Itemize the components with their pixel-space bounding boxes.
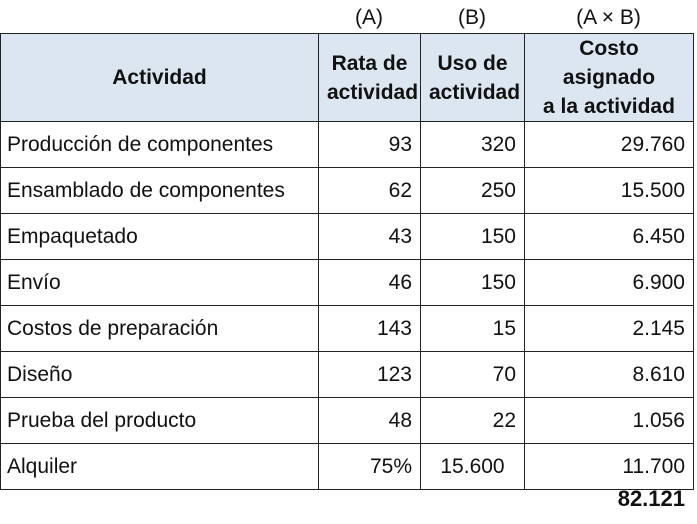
usage-cell: 250: [421, 168, 525, 214]
rate-cell: 93: [319, 122, 421, 168]
usage-cell: 70: [421, 352, 525, 398]
cost-cell: 1.056: [525, 398, 694, 444]
activity-name-cell: Ensamblado de componentes: [1, 168, 319, 214]
rate-cell: 46: [319, 260, 421, 306]
cost-cell: 29.760: [525, 122, 694, 168]
cost-cell: 6.900: [525, 260, 694, 306]
rate-cell: 123: [319, 352, 421, 398]
table-row: [1, 168, 694, 214]
activity-cost-table: [0, 33, 694, 490]
header-activity-usage: Uso de actividad: [421, 34, 525, 122]
usage-cell: 320: [421, 122, 525, 168]
cost-cell: 6.450: [525, 214, 694, 260]
usage-cell: 150: [421, 214, 525, 260]
table-row: [1, 398, 694, 444]
cost-cell: 8.610: [525, 352, 694, 398]
table-header-row: [1, 34, 694, 122]
column-marker-axb: (A × B): [576, 6, 641, 29]
cost-cell: 11.700: [525, 444, 694, 490]
total-cost: 82.121: [617, 486, 685, 511]
column-marker-b: (B): [458, 6, 486, 29]
activity-name-cell: Producción de componentes: [1, 122, 319, 168]
rate-cell: 143: [319, 306, 421, 352]
header-activity-rate: Rata de actividad: [319, 34, 421, 122]
activity-name-cell: Diseño: [1, 352, 319, 398]
activity-name-cell: Prueba del producto: [1, 398, 319, 444]
column-marker-a: (A): [355, 6, 383, 29]
header-activity: Actividad: [1, 34, 319, 122]
usage-cell: 22: [421, 398, 525, 444]
activity-name-cell: Costos de preparación: [1, 306, 319, 352]
rate-cell: 75%: [319, 444, 421, 490]
table-row: [1, 122, 694, 168]
rate-cell: 48: [319, 398, 421, 444]
table-row: [1, 260, 694, 306]
usage-cell: 15.600: [421, 444, 525, 490]
usage-cell: 15: [421, 306, 525, 352]
cost-cell: 15.500: [525, 168, 694, 214]
usage-cell: 150: [421, 260, 525, 306]
rate-cell: 43: [319, 214, 421, 260]
rate-cell: 62: [319, 168, 421, 214]
activity-name-cell: Empaquetado: [1, 214, 319, 260]
table-row: [1, 444, 694, 490]
activity-name-cell: Envío: [1, 260, 319, 306]
table-row: [1, 306, 694, 352]
table-row: [1, 352, 694, 398]
cost-cell: 2.145: [525, 306, 694, 352]
header-assigned-cost: Costo asignado a la actividad: [525, 34, 694, 122]
table-row: [1, 214, 694, 260]
activity-name-cell: Alquiler: [1, 444, 319, 490]
